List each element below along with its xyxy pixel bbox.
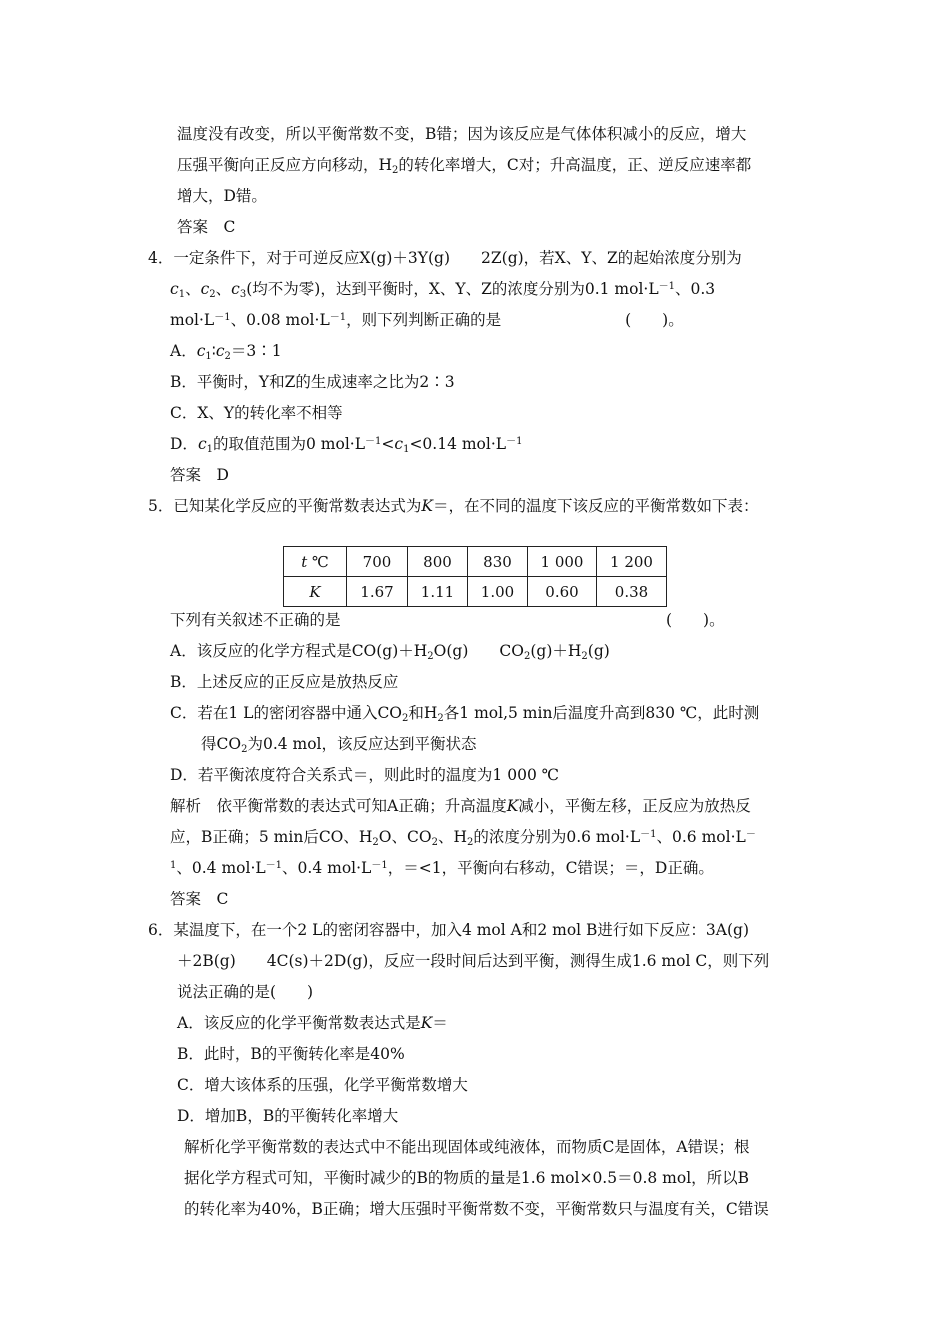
table-header-cell: 1 200 xyxy=(597,547,667,577)
option-a: A．该反应的化学方程式是$CO(g)+H_2O(g)$ $CO_2(g)+H_2(g)$ xyxy=(170,642,610,662)
table-header-cell: t ℃ xyxy=(284,547,347,577)
text-line: 应，B正确；5 min后CO、$H_2O$、$CO_2$、$H_2$的浓度分别为0.6 $mol\cdot L^{-1}$、0.6 mol·L－ xyxy=(170,828,756,848)
answer-line: 答案 D xyxy=(170,466,229,484)
table-cell: 1.11 xyxy=(408,577,468,607)
option-c: C．X、Y的转化率不相等 xyxy=(170,404,343,422)
option-b: B．此时，B的平衡转化率是40% xyxy=(177,1045,405,1063)
table-row xyxy=(284,547,667,577)
text-line: 下列有关叙述不正确的是 ( )。 xyxy=(170,611,725,629)
table-header-cell: 1 000 xyxy=(528,547,597,577)
text-line: $mol\cdot L^{-1}$、0.08 $mol\cdot L^{-1}$，则下列判断正确的是 ( )。 xyxy=(170,311,684,329)
option-d: D．若平衡浓度符合关系式＝，则此时的温度为1 000 ℃ xyxy=(170,766,560,784)
analysis-line: 解析化学平衡常数的表达式中不能出现固体或纯液体，而物质C是固体，A错误；根 xyxy=(184,1138,750,1156)
text-line: 压强平衡向正反应方向移动，$H_2$的转化率增大，C对；升高温度，正、逆反应速率都 xyxy=(177,156,752,176)
text-line: 说法正确的是( ) xyxy=(177,983,314,1001)
answer-line: 答案 C xyxy=(177,218,236,236)
table-cell: 0.38 xyxy=(597,577,667,607)
question-4-stem: 4．一定条件下，对于可逆反应X(g)＋3Y(g) 2Z(g)，若X、Y、Z的起始浓度分别为 xyxy=(148,249,742,267)
text-line: 的转化率为40%，B正确；增大压强时平衡常数不变，平衡常数只与温度有关，C错误 xyxy=(184,1200,769,1218)
table-cell: 1.00 xyxy=(468,577,528,607)
table-row xyxy=(284,577,667,607)
table-cell: 1.67 xyxy=(347,577,408,607)
text-line: 据化学方程式可知，平衡时减少的B的物质的量是1.6 mol×0.5＝0.8 mol，所以B xyxy=(184,1169,750,1187)
text-line: $c_1$、$c_2$、$c_3$(均不为零)，达到平衡时，X、Y、Z的浓度分别为0.1 $mol\cdot L^{-1}$、0.3 xyxy=(170,280,716,300)
answer-line: 答案 C xyxy=(170,890,229,908)
table-cell: K xyxy=(284,577,347,607)
text-line: 温度没有改变，所以平衡常数不变，B错；因为该反应是气体体积减小的反应，增大 xyxy=(177,125,747,143)
option-a: A．$c_1∶c_2=3∶1$ xyxy=(170,342,282,362)
option-b: B．上述反应的正反应是放热反应 xyxy=(170,673,399,691)
table-cell: 0.60 xyxy=(528,577,597,607)
table-header-cell: 700 xyxy=(347,547,408,577)
analysis-line: 解析 依平衡常数的表达式可知A正确；升高温度K减小，平衡左移，正反应为放热反 xyxy=(170,797,751,815)
option-d: D．增加B，B的平衡转化率增大 xyxy=(177,1107,399,1125)
option-b: B．平衡时，Y和Z的生成速率之比为2∶3 xyxy=(170,373,455,391)
text-line: ＋2B(g) 4C(s)＋2D(g)，反应一段时间后达到平衡，测得生成1.6 mol C，则下列 xyxy=(177,952,770,970)
table-header-cell: 800 xyxy=(408,547,468,577)
option-c: C．增大该体系的压强，化学平衡常数增大 xyxy=(177,1076,468,1094)
question-6-stem: 6．某温度下，在一个2 L的密闭容器中，加入4 mol A和2 mol B进行如下反应：3A(g) xyxy=(148,921,750,939)
option-c: C．若在1 L的密闭容器中通入$CO_2$和$H_2$各1 mol,5 min后温度升高到830 ℃，此时测 xyxy=(170,704,760,724)
equilibrium-constant-table xyxy=(283,546,667,607)
table-header-cell: 830 xyxy=(468,547,528,577)
option-a: A．该反应的化学平衡常数表达式是K＝ xyxy=(177,1014,448,1032)
question-5-stem: 5．已知某化学反应的平衡常数表达式为K＝，在不同的温度下该反应的平衡常数如下表： xyxy=(148,497,759,515)
text-line: 得$CO_2$为0.4 mol，该反应达到平衡状态 xyxy=(201,735,477,755)
text-line: $^1$、0.4 $mol\cdot L^{-1}$、0.4 $mol\cdot L^{-1}$，＝<1，平衡向右移动，C错误；＝，D正确。 xyxy=(170,859,714,877)
option-d: D．$c_1$的取值范围为0 $mol\cdot L^{-1}<c_1<0.14$ $mol\cdot L^{-1}$ xyxy=(170,435,523,455)
text-line: 增大，D错。 xyxy=(177,187,267,205)
